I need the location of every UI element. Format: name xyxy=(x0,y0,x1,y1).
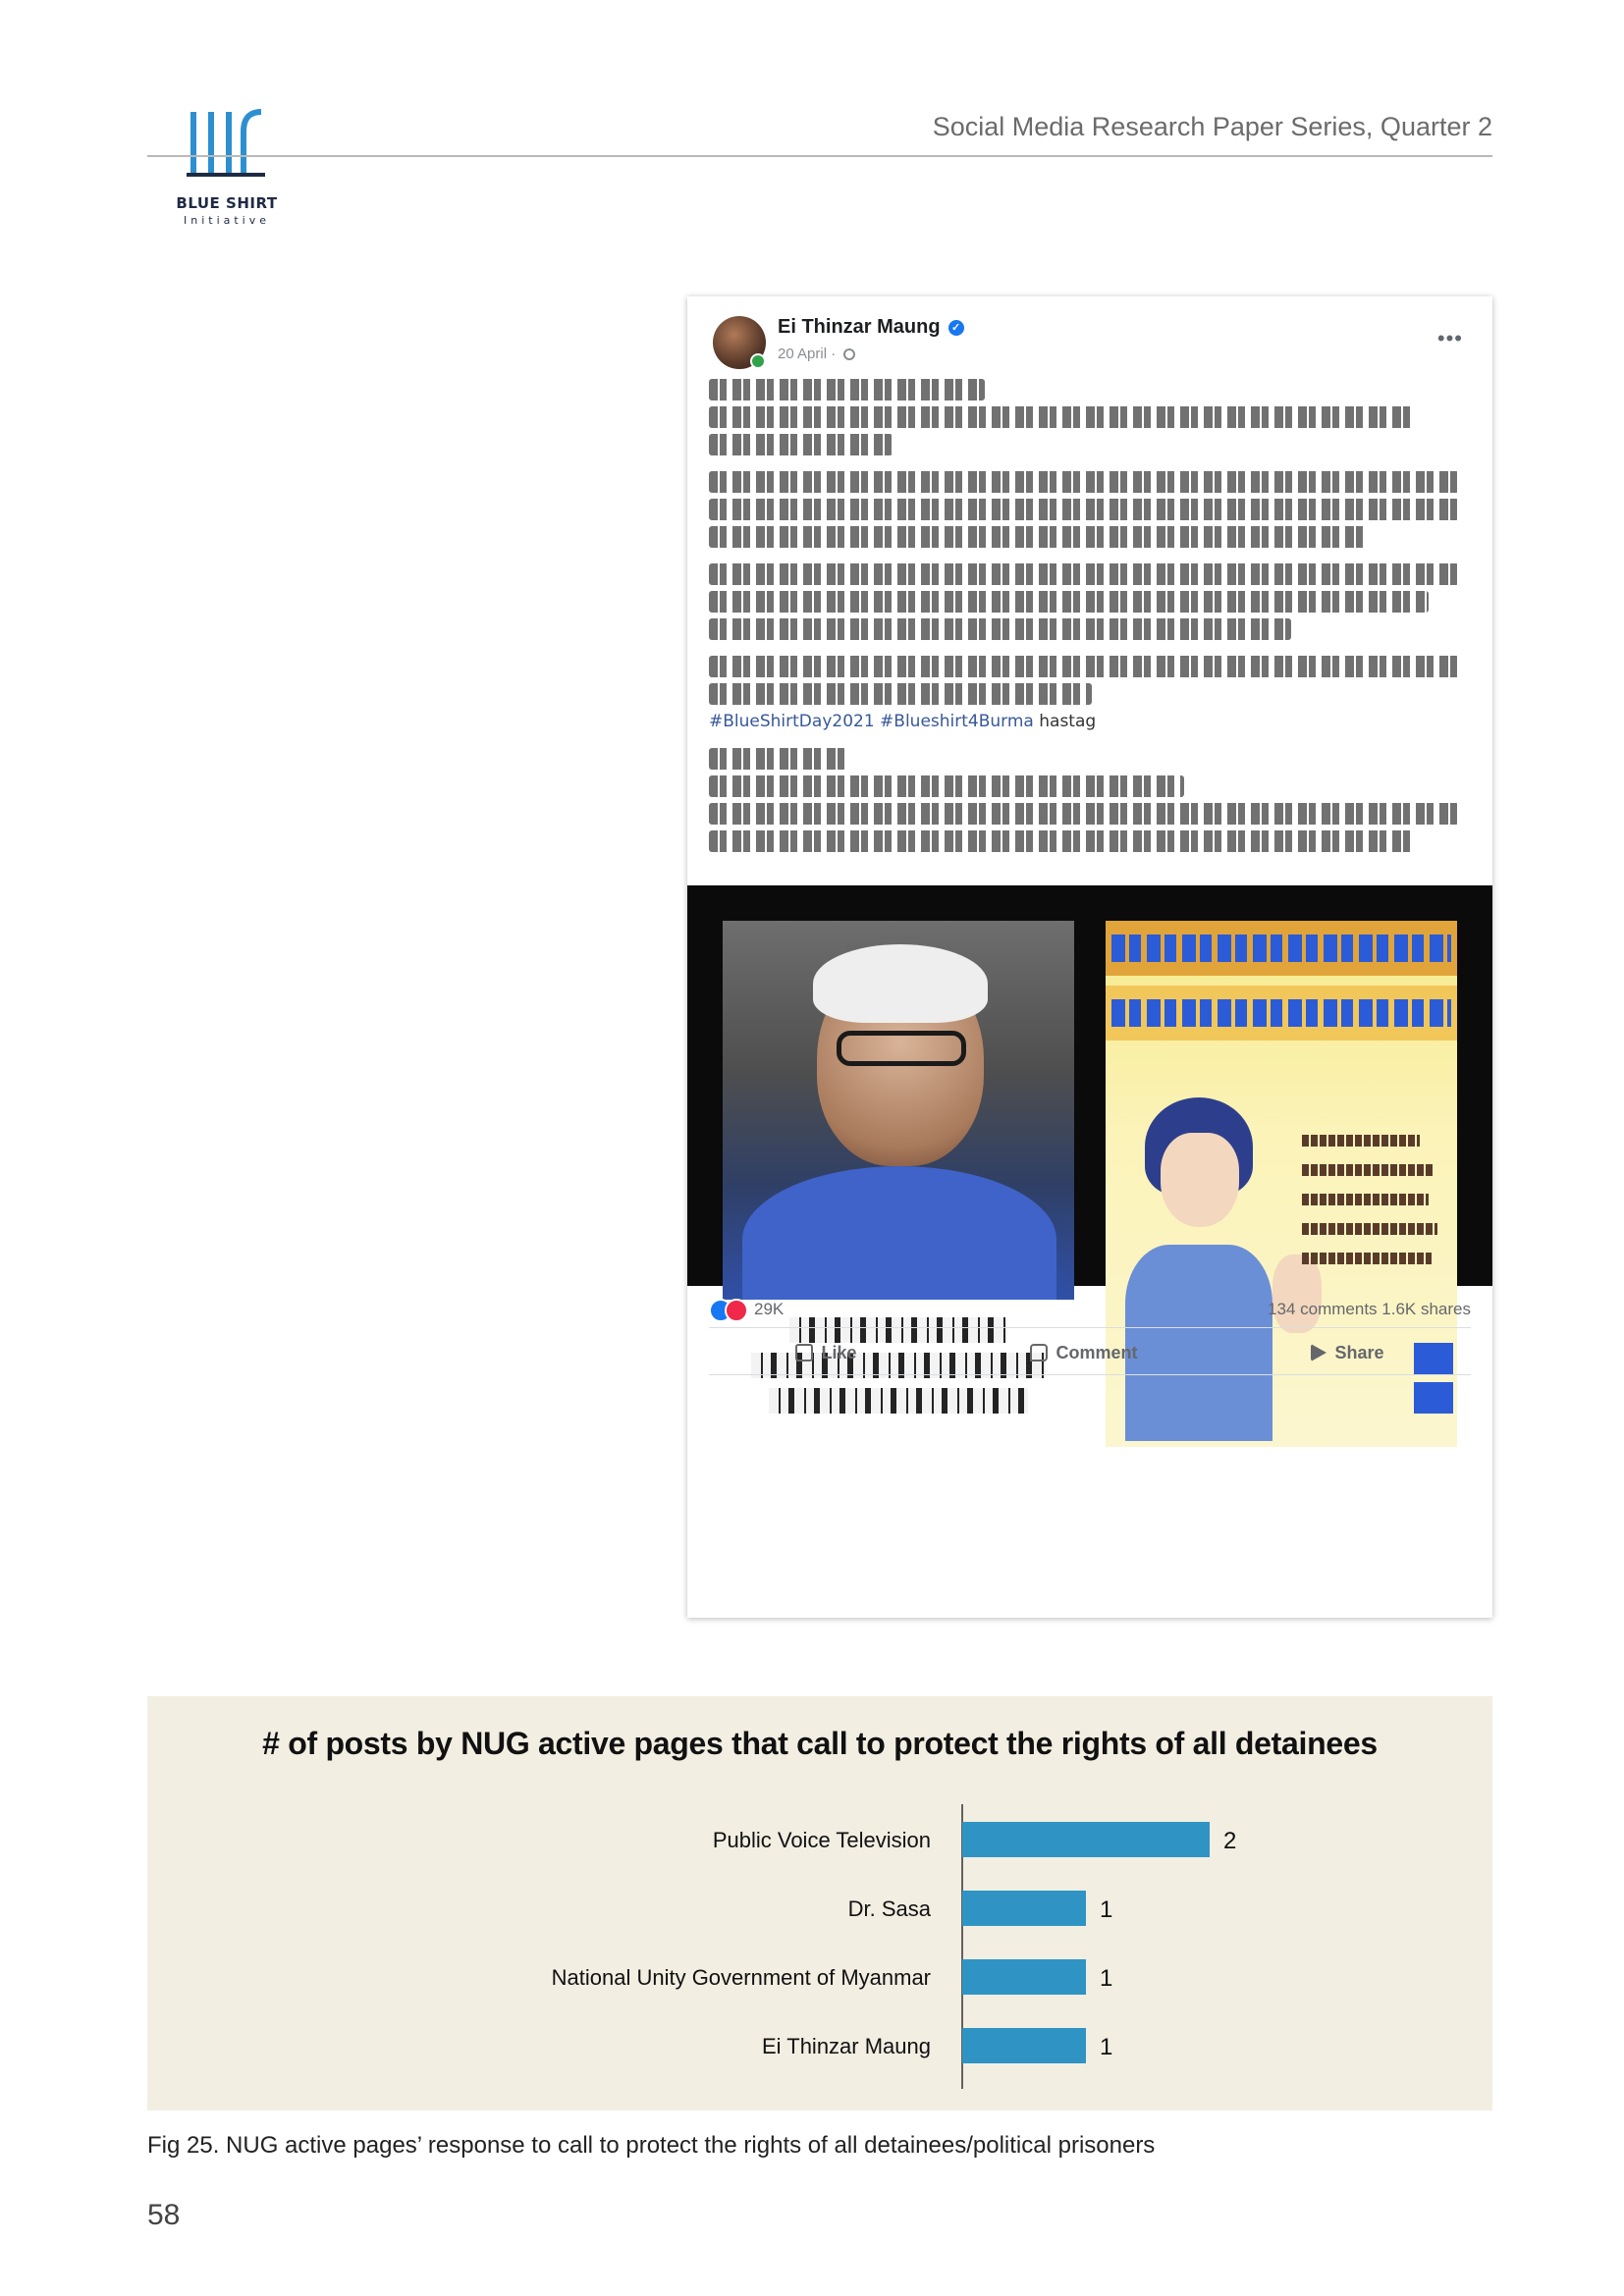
like-label: Like xyxy=(821,1342,857,1362)
post-text-line xyxy=(709,434,893,455)
header-divider xyxy=(147,155,1492,157)
post-text xyxy=(709,379,1475,858)
share-button[interactable] xyxy=(1311,1333,1383,1372)
post-text-line xyxy=(709,803,1459,825)
bar-category-label: Ei Thinzar Maung xyxy=(761,2034,931,2058)
more-options-icon: ••• xyxy=(1436,326,1463,350)
hashtag-links[interactable]: #BlueShirtDay2021 #Blueshirt4Burma xyxy=(709,712,1034,731)
chart-title: # of posts by NUG active pages that call to protect the rights of all detainees xyxy=(262,1726,1378,1761)
bar-chart xyxy=(147,1696,1492,2110)
post-text-line xyxy=(709,379,985,400)
page-number: 58 xyxy=(147,2199,181,2231)
bar xyxy=(962,2028,1086,2063)
post-author-name: Ei Thinzar Maung xyxy=(778,316,941,338)
bar xyxy=(962,1891,1086,1926)
bar-category-label: Dr. Sasa xyxy=(847,1896,931,1921)
post-text-line xyxy=(709,406,1414,428)
post-hashtags xyxy=(709,711,1475,738)
post-text-line xyxy=(709,591,1429,613)
post-text-line xyxy=(709,656,1459,677)
post-author xyxy=(778,316,964,339)
post-text-line xyxy=(709,748,846,770)
series-title: Social Media Research Paper Series, Quarter 2 xyxy=(932,112,1492,141)
post-date: 20 April · xyxy=(778,346,855,362)
hashtag-suffix: hastag xyxy=(1039,712,1097,731)
bar-value-label: 1 xyxy=(1100,1896,1113,1923)
post-text-line xyxy=(709,683,1092,705)
comment-bubble-icon xyxy=(1030,1344,1048,1362)
post-text-line xyxy=(709,471,1459,493)
globe-icon xyxy=(843,348,855,360)
online-status-icon xyxy=(750,353,766,369)
bar-category-label: National Unity Government of Myanmar xyxy=(551,1965,931,1990)
reaction-count[interactable]: 29K xyxy=(754,1300,785,1318)
logo-subtitle: Initiative xyxy=(183,214,271,227)
comment-label: Comment xyxy=(1056,1342,1138,1362)
chart-panel xyxy=(147,1696,1492,2110)
comment-button[interactable] xyxy=(1030,1333,1137,1372)
post-divider xyxy=(709,1374,1471,1375)
comments-shares-count[interactable]: 134 comments 1.6K shares xyxy=(1268,1300,1471,1318)
post-text-line xyxy=(709,499,1459,520)
facebook-post xyxy=(687,296,1492,1618)
post-text-line xyxy=(709,830,1414,852)
logo-mark-icon xyxy=(187,106,265,179)
bar-value-label: 1 xyxy=(1100,2034,1113,2060)
bar-value-label: 2 xyxy=(1223,1828,1237,1854)
bar-category-label: Public Voice Television xyxy=(712,1828,931,1852)
bar xyxy=(962,1822,1210,1857)
post-image[interactable] xyxy=(687,885,1492,1286)
post-stats xyxy=(709,1296,1471,1325)
post-text-line xyxy=(709,563,1459,585)
blue-shirt-logo xyxy=(173,106,281,234)
bar xyxy=(962,1959,1086,1995)
like-button[interactable] xyxy=(795,1333,856,1372)
post-date-text: 20 April xyxy=(778,346,828,362)
figure-caption: Fig 25. NUG active pages’ response to call to protect the rights of all detainees/political prisoners xyxy=(147,2132,1156,2159)
post-text-line xyxy=(709,618,1291,640)
share-arrow-icon xyxy=(1311,1344,1326,1362)
post-text-line xyxy=(709,526,1368,548)
post-divider xyxy=(709,1327,1471,1328)
verified-icon: ✓ xyxy=(948,320,964,336)
post-text-line xyxy=(709,775,1184,797)
post-actions xyxy=(709,1333,1471,1372)
portrait-photo xyxy=(723,921,1074,1300)
logo-name: BLUE SHIRT xyxy=(176,194,278,212)
bar-value-label: 1 xyxy=(1100,1965,1113,1992)
love-reaction-icon xyxy=(725,1299,748,1322)
share-label: Share xyxy=(1334,1342,1384,1362)
thumbs-up-icon xyxy=(795,1344,813,1362)
